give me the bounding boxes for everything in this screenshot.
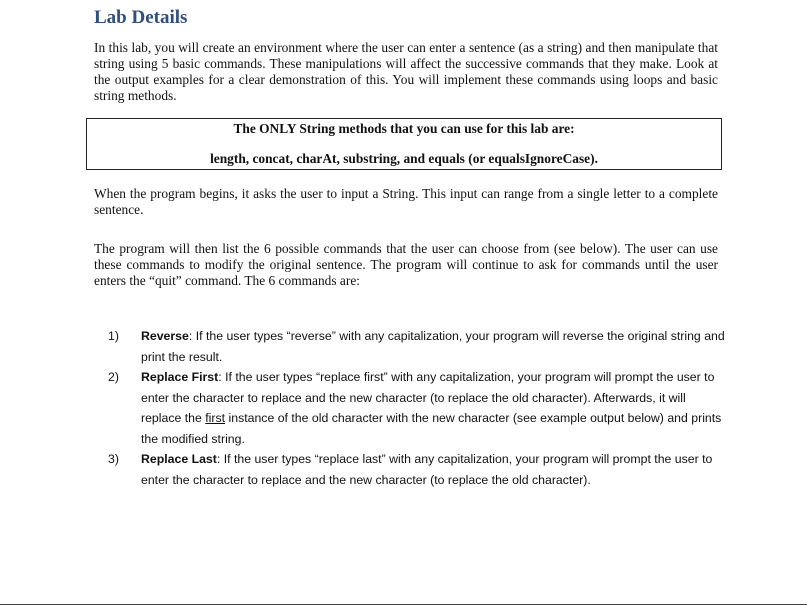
- callout-methods-list: length, concat, charAt, substring, and equals (or equalsIgnoreCase).: [210, 151, 598, 166]
- command-number: 3): [108, 452, 119, 466]
- command-name: Replace First: [141, 370, 219, 384]
- command-description-cont: instance of the old character with the new character (see example output below) and prints the modified string.: [141, 411, 722, 446]
- intro-paragraph: In this lab, you will create an environment where the user can enter a sentence (as a string) and then manipulate that string using 5 basic commands. These manipulations will affect the successive commands that they make. Look at the output examples for a clear demonstration of this. You will implement these commands using loops and basic string methods.: [94, 40, 718, 103]
- command-item-replace-last: [108, 449, 728, 490]
- commands-intro-paragraph: The program will then list the 6 possible commands that the user can choose from (see below). The user can use these commands to modify the original sentence. The program will continue to ask for commands until the user enters the “quit” command. The 6 commands are:: [94, 241, 718, 288]
- command-list: [108, 326, 728, 490]
- command-number: 2): [108, 370, 119, 384]
- command-description: : If the user types “replace first” with any capitalization, your program will prompt the user to enter the character to replace and the new character (to replace the old character). Afterwards, it will replace the: [141, 370, 715, 425]
- program-begin-paragraph: When the program begins, it asks the user to input a String. This input can range from a single letter to a complete sentence.: [94, 186, 718, 217]
- command-item-reverse: [108, 326, 728, 367]
- page-bottom-rule: [0, 604, 807, 605]
- command-name: Reverse: [141, 329, 189, 343]
- section-heading: Lab Details: [94, 7, 188, 28]
- command-item-replace-first: [108, 367, 728, 449]
- command-description: : If the user types “reverse” with any capitalization, your program will reverse the original string and print the result.: [141, 329, 725, 364]
- command-number: 1): [108, 329, 119, 343]
- command-name: Replace Last: [141, 452, 217, 466]
- underlined-word: first: [205, 411, 226, 425]
- string-methods-callout: [86, 118, 722, 170]
- command-description: : If the user types “replace last” with any capitalization, your program will prompt the user to enter the character to replace and the new character (to replace the old character).: [141, 452, 713, 487]
- callout-title: The ONLY String methods that you can use for this lab are:: [233, 121, 575, 136]
